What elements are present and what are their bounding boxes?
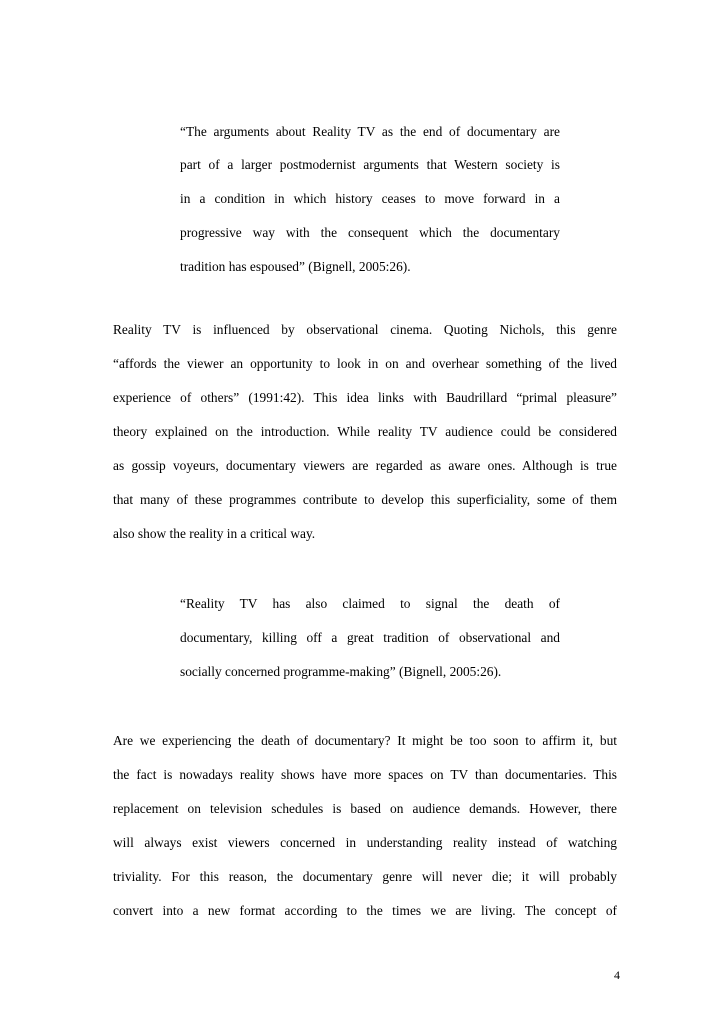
paragraph-2-line-4: will always exist viewers concerned in understanding reality instead of watching (113, 835, 617, 850)
paragraph-1-line-3: experience of others” (1991:42). This idea links with Baudrillard “primal pleasure” (113, 390, 617, 405)
paragraph-1-line-6: that many of these programmes contribute to develop this superficiality, some of them (113, 492, 617, 507)
paragraph-1-line-4: theory explained on the introduction. While reality TV audience could be considered (113, 424, 617, 439)
quote-1-line-5: tradition has espoused” (Bignell, 2005:26). (180, 259, 411, 274)
quote-2-line-1: “Reality TV has also claimed to signal the death of (180, 596, 560, 611)
paragraph-2-line-5: triviality. For this reason, the documentary genre will never die; it will probably (113, 869, 617, 884)
paragraph-2-line-3: replacement on television schedules is based on audience demands. However, there (113, 801, 617, 816)
paragraph-2-line-1: Are we experiencing the death of documentary? It might be too soon to affirm it, but (113, 733, 617, 748)
paragraph-1-line-7: also show the reality in a critical way. (113, 526, 316, 541)
quote-1-line-2: part of a larger postmodernist arguments that Western society is (180, 157, 560, 172)
page-number: 4 (614, 968, 620, 982)
paragraph-2-line-6: convert into a new format according to the times we are living. The concept of (113, 903, 617, 918)
paragraph-1-line-5: as gossip voyeurs, documentary viewers are regarded as aware ones. Although is true (113, 458, 617, 473)
quote-1-line-4: progressive way with the consequent which the documentary (180, 225, 560, 240)
quote-2-line-3: socially concerned programme-making” (Bignell, 2005:26). (180, 664, 502, 679)
paragraph-1-line-1: Reality TV is influenced by observational cinema. Quoting Nichols, this genre (113, 322, 617, 337)
paragraph-2-line-2: the fact is nowadays reality shows have more spaces on TV than documentaries. This (113, 767, 617, 782)
quote-1-line-1: “The arguments about Reality TV as the end of documentary are (180, 124, 560, 139)
quote-2-line-2: documentary, killing off a great tradition of observational and (180, 630, 560, 645)
quote-1-line-3: in a condition in which history ceases to move forward in a (180, 191, 560, 206)
paragraph-1-line-2: “affords the viewer an opportunity to look in on and overhear something of the lived (113, 356, 617, 371)
